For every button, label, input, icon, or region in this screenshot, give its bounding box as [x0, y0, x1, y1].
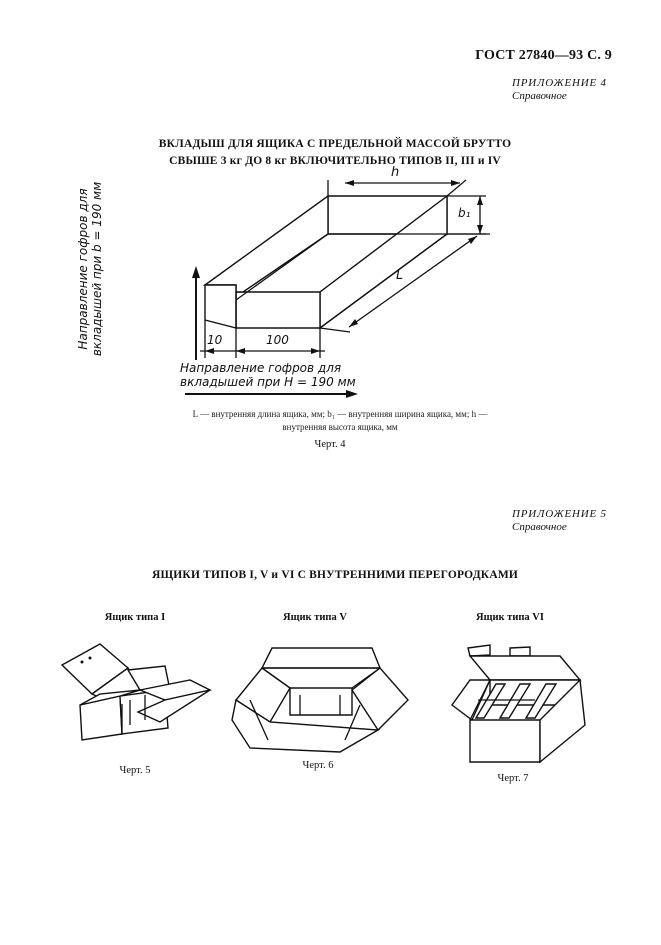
section-5-title: ЯЩИКИ ТИПОВ I, V и VI С ВНУТРЕННИМИ ПЕРЕГОРОДКАМИ — [151, 569, 519, 581]
dim-b1-label: b₁ — [458, 206, 471, 220]
horizontal-note-line1: Направление гофров для — [180, 361, 342, 375]
caption-line2: внутренняя высота ящика, мм — [282, 422, 398, 432]
section-4-title-line2: СВЫШЕ 3 кг ДО 8 кг ВКЛЮЧИТЕЛЬНО ТИПОВ II, III и IV — [169, 155, 501, 167]
vertical-note-line2: вкладышей при b = 190 мм — [90, 181, 104, 357]
horizontal-note-line2: вкладышей при H = 190 мм — [180, 375, 356, 389]
appendix-5-note: Справочное — [512, 521, 567, 533]
appendix-4-title: ПРИЛОЖЕНИЕ 4 — [512, 77, 607, 89]
section-4-title-line1: ВКЛАДЫШ ДЛЯ ЯЩИКА С ПРЕДЕЛЬНОЙ МАССОЙ БРУТТО — [158, 138, 512, 150]
dim-100-label: 100 — [266, 333, 289, 347]
appendix-4-note: Справочное — [512, 90, 567, 102]
figure-6-label: Черт. 6 — [302, 760, 334, 771]
page-header: ГОСТ 27840—93 С. 9 — [475, 48, 612, 63]
appendix-5-title: ПРИЛОЖЕНИЕ 5 — [512, 508, 607, 520]
box-type-1-label: Ящик типа I — [104, 612, 166, 623]
caption-line1: L — внутренняя длина ящика, мм; b₁ — внутренняя ширина ящика, мм; h — — [192, 409, 488, 419]
figure-7-label: Черт. 7 — [497, 773, 529, 784]
box-type-6-label: Ящик типа VI — [476, 612, 544, 623]
box-type-5-label: Ящик типа V — [283, 612, 347, 623]
figure-5-label: Черт. 5 — [119, 765, 151, 776]
vertical-note-line1: Направление гофров для — [76, 188, 90, 350]
dim-h-label: h — [391, 165, 400, 180]
dim-10-label: 10 — [207, 333, 223, 347]
dim-l-label: L — [396, 268, 404, 283]
figure-4-label: Черт. 4 — [314, 439, 346, 450]
